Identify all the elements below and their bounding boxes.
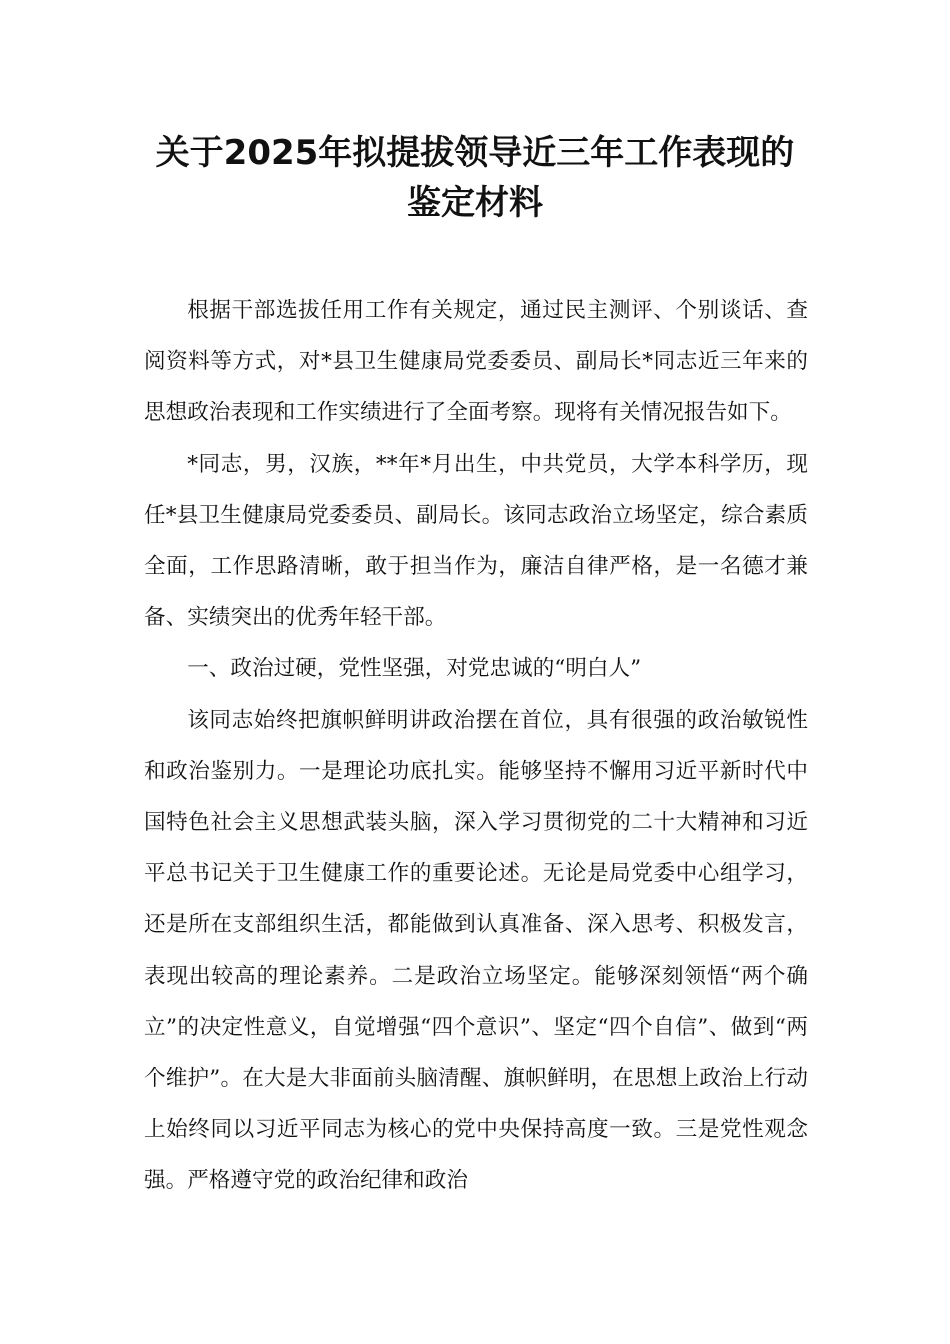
paragraph-section-1: 该同志始终把旗帜鲜明讲政治摆在首位，具有很强的政治敏锐性和政治鉴别力。一是理论功底扎实。能够坚持不懈用习近平新时代中国特色社会主义思想武装头脑，深入学习贯彻党的二十大精神和习近平总书记关于卫生健康工作的重要论述。无论是局党委中心组学习，还是所在支部组织生活，都能做到认真准备、深入思考、积极发言，表现出较高的理论素养。二是政治立场坚定。能够深刻领悟“两个确立”的决定性意义，自觉增强“四个意识”、坚定“四个自信”、做到“两个维护”。在大是大非面前头脑清醒、旗帜鲜明，在思想上政治上行动上始终同以习近平同志为核心的党中央保持高度一致。三是党性观念强。严格遵守党的政治纪律和政治 xyxy=(144,707,808,1194)
section-heading-1: 一、政治过硬，党性坚强，对党忠诚的“明白人” xyxy=(187,656,642,682)
document-body xyxy=(144,285,808,1207)
paragraph-profile: *同志，男，汉族，**年*月出生，中共党员，大学本科学历，现任*县卫生健康局党委委员、副局长。该同志政治立场坚定，综合素质全面，工作思路清晰，敢于担当作为，廉洁自律严格，是一名德才兼备、实绩突出的优秀年轻干部。 xyxy=(144,451,808,631)
document-title-line-1: 关于2025年拟提拔领导近三年工作表现的 xyxy=(155,133,795,173)
document-title-line-2: 鉴定材料 xyxy=(407,183,543,223)
paragraph-intro: 根据干部选拔任用工作有关规定，通过民主测评、个别谈话、查阅资料等方式，对*县卫生健康局党委委员、副局长*同志近三年来的思想政治表现和工作实绩进行了全面考察。现将有关情况报告如下。 xyxy=(144,298,808,426)
